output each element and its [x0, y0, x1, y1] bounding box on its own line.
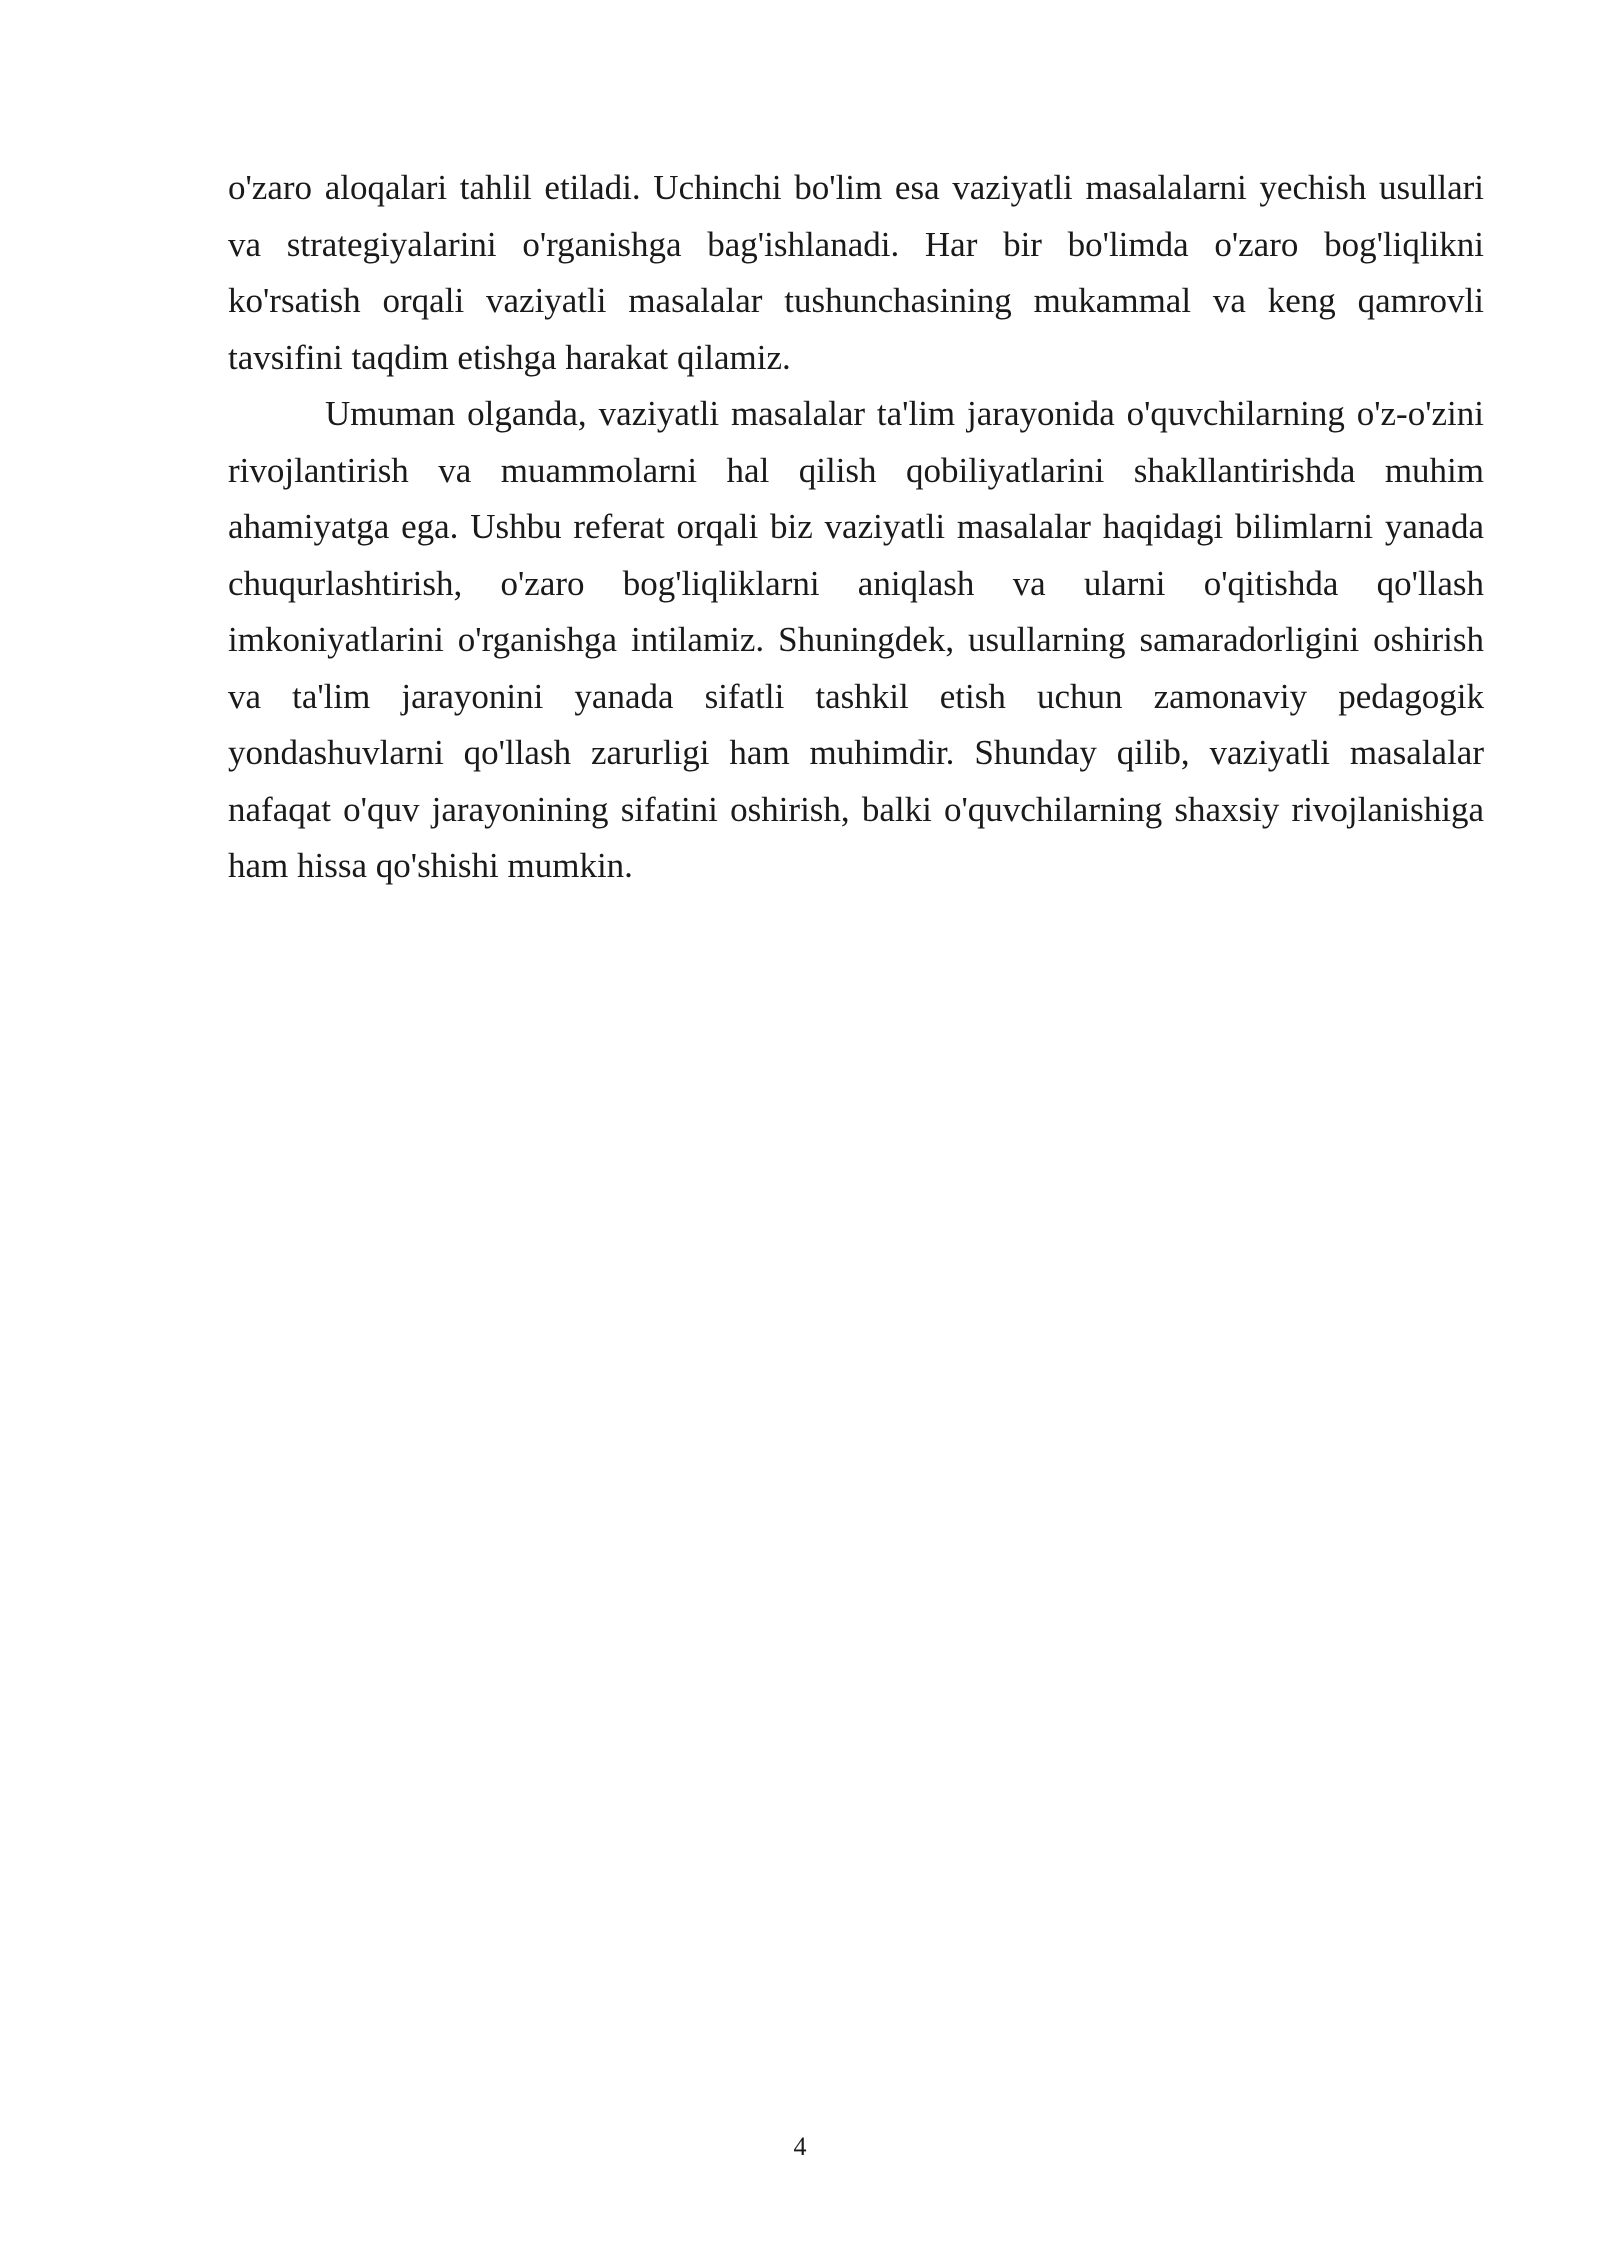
page-number: 4 [793, 2132, 807, 2161]
paragraph-continuation: o'zaro aloqalari tahlil etiladi. Uchinchi bo'lim esa vaziyatli masalalarni yechish usullari va strategiyalarini o'rganishga bag'ishlanadi. Har bir bo'limda o'zaro bog'liqlikni ko'rsatish orqali vaziyatli masalalar tushunchasining mukammal va keng qamrovli tavsifini taqdim etishga harakat qilamiz. [228, 168, 1484, 377]
document-body [228, 160, 1484, 895]
paragraph-conclusion: Umuman olganda, vaziyatli masalalar ta'lim jarayonida o'quvchilarning o'z-o'zini rivojlantirish va muammolarni hal qilish qobiliyatlarini shakllantirishda muhim ahamiyatga ega. Ushbu referat orqali biz vaziyatli masalalar haqidagi bilimlarni yanada chuqurlashtirish, o'zaro bog'liqliklarni aniqlash va ularni o'qitishda qo'llash imkoniyatlarini o'rganishga intilamiz. Shuningdek, usullarning samaradorligini oshirish va ta'lim jarayonini yanada sifatli tashkil etish uchun zamonaviy pedagogik yondashuvlarni qo'llash zarurligi ham muhimdir. Shunday qilib, vaziyatli masalalar nafaqat o'quv jarayonining sifatini oshirish, balki o'quvchilarning shaxsiy rivojlanishiga ham hissa qo'shishi mumkin. [228, 394, 1484, 885]
